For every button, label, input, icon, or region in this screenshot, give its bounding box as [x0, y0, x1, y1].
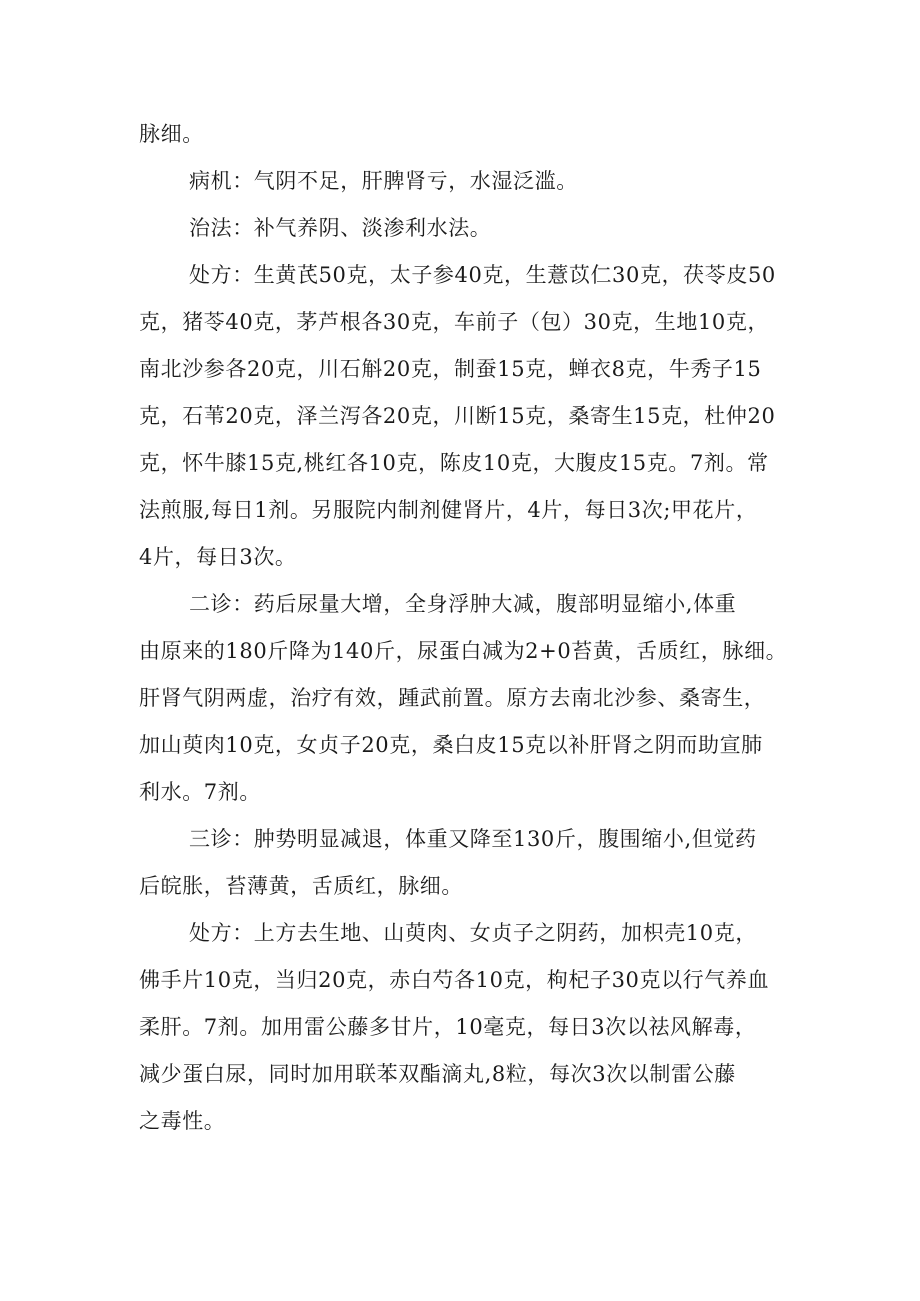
- text-line: 后皖胀，苔薄黄，舌质红，脉细。: [139, 874, 463, 898]
- text-line: 克，猪苓40克，茅芦根各30克，车前子（包）30克，生地10克，: [139, 310, 770, 334]
- paragraph-prescription-2: [139, 910, 784, 1145]
- text-line: 加山萸肉10克，女贞子20克，桑白皮15克以补肝肾之阴而助宣肺: [139, 733, 763, 757]
- text-line: 佛手片10克，当归20克，赤白芍各10克，枸杞子30克以行气养血: [139, 968, 770, 992]
- text-line: 南北沙参各20克，川石斛20克，制蚕15克，蝉衣8克，牛秀子15: [139, 357, 762, 381]
- text-line: 利水。7剂。: [139, 780, 261, 804]
- text-line: 三诊：肿势明显减退，体重又降至130斤，腹围缩小,但觉药: [189, 827, 757, 851]
- text-line: 法煎服,每日1剂。另服院内制剂健肾片，4片，每日3次;甲花片，: [139, 498, 758, 522]
- text-line: 柔肝。7剂。加用雷公藤多甘片，10毫克，每日3次以祛风解毒，: [139, 1015, 757, 1039]
- text-line: 治法：补气养阴、淡渗利水法。: [189, 216, 492, 240]
- text-line: 肝肾气阴两虚，治疗有效，踵武前置。原方去南北沙参、桑寄生，: [139, 686, 766, 710]
- text-line: 处方：生黄芪50克，太子参40克，生薏苡仁30克，茯苓皮50: [189, 263, 776, 287]
- text-line: 二诊：药后尿量大增，全身浮肿大减，腹部明显缩小,体重: [189, 592, 737, 616]
- paragraph-pulse-tail: [139, 111, 784, 158]
- paragraph-second-visit: [139, 581, 788, 816]
- text-line: 处方：上方去生地、山萸肉、女贞子之阴药，加枳壳10克，: [189, 921, 757, 945]
- text-line: 4片，每日3次。: [139, 545, 297, 569]
- text-line: 减少蛋白尿，同时加用联苯双酯滴丸,8粒，每次3次以制雷公藤: [139, 1062, 736, 1086]
- text-line: 克，怀牛膝15克,桃红各10克，陈皮10克，大腹皮15克。7剂。常: [139, 451, 769, 475]
- text-line: 病机：气阴不足，肝脾肾亏，水湿泛滥。: [189, 169, 578, 193]
- paragraph-pathogenesis: [139, 158, 784, 205]
- text-line: 脉细。: [139, 122, 204, 146]
- paragraph-treatment-method: [139, 205, 784, 252]
- paragraph-third-visit: [139, 816, 784, 910]
- text-line: 由原来的180斤降为140斤，尿蛋白减为2+0苔黄，舌质红，脉细。: [139, 639, 788, 663]
- text-line: 克，石苇20克，泽兰泻各20克，川断15克，桑寄生15克，杜仲20: [139, 404, 776, 428]
- text-line: 之毒性。: [139, 1109, 226, 1133]
- paragraph-prescription-1: [139, 252, 784, 581]
- document-body: [139, 111, 788, 1145]
